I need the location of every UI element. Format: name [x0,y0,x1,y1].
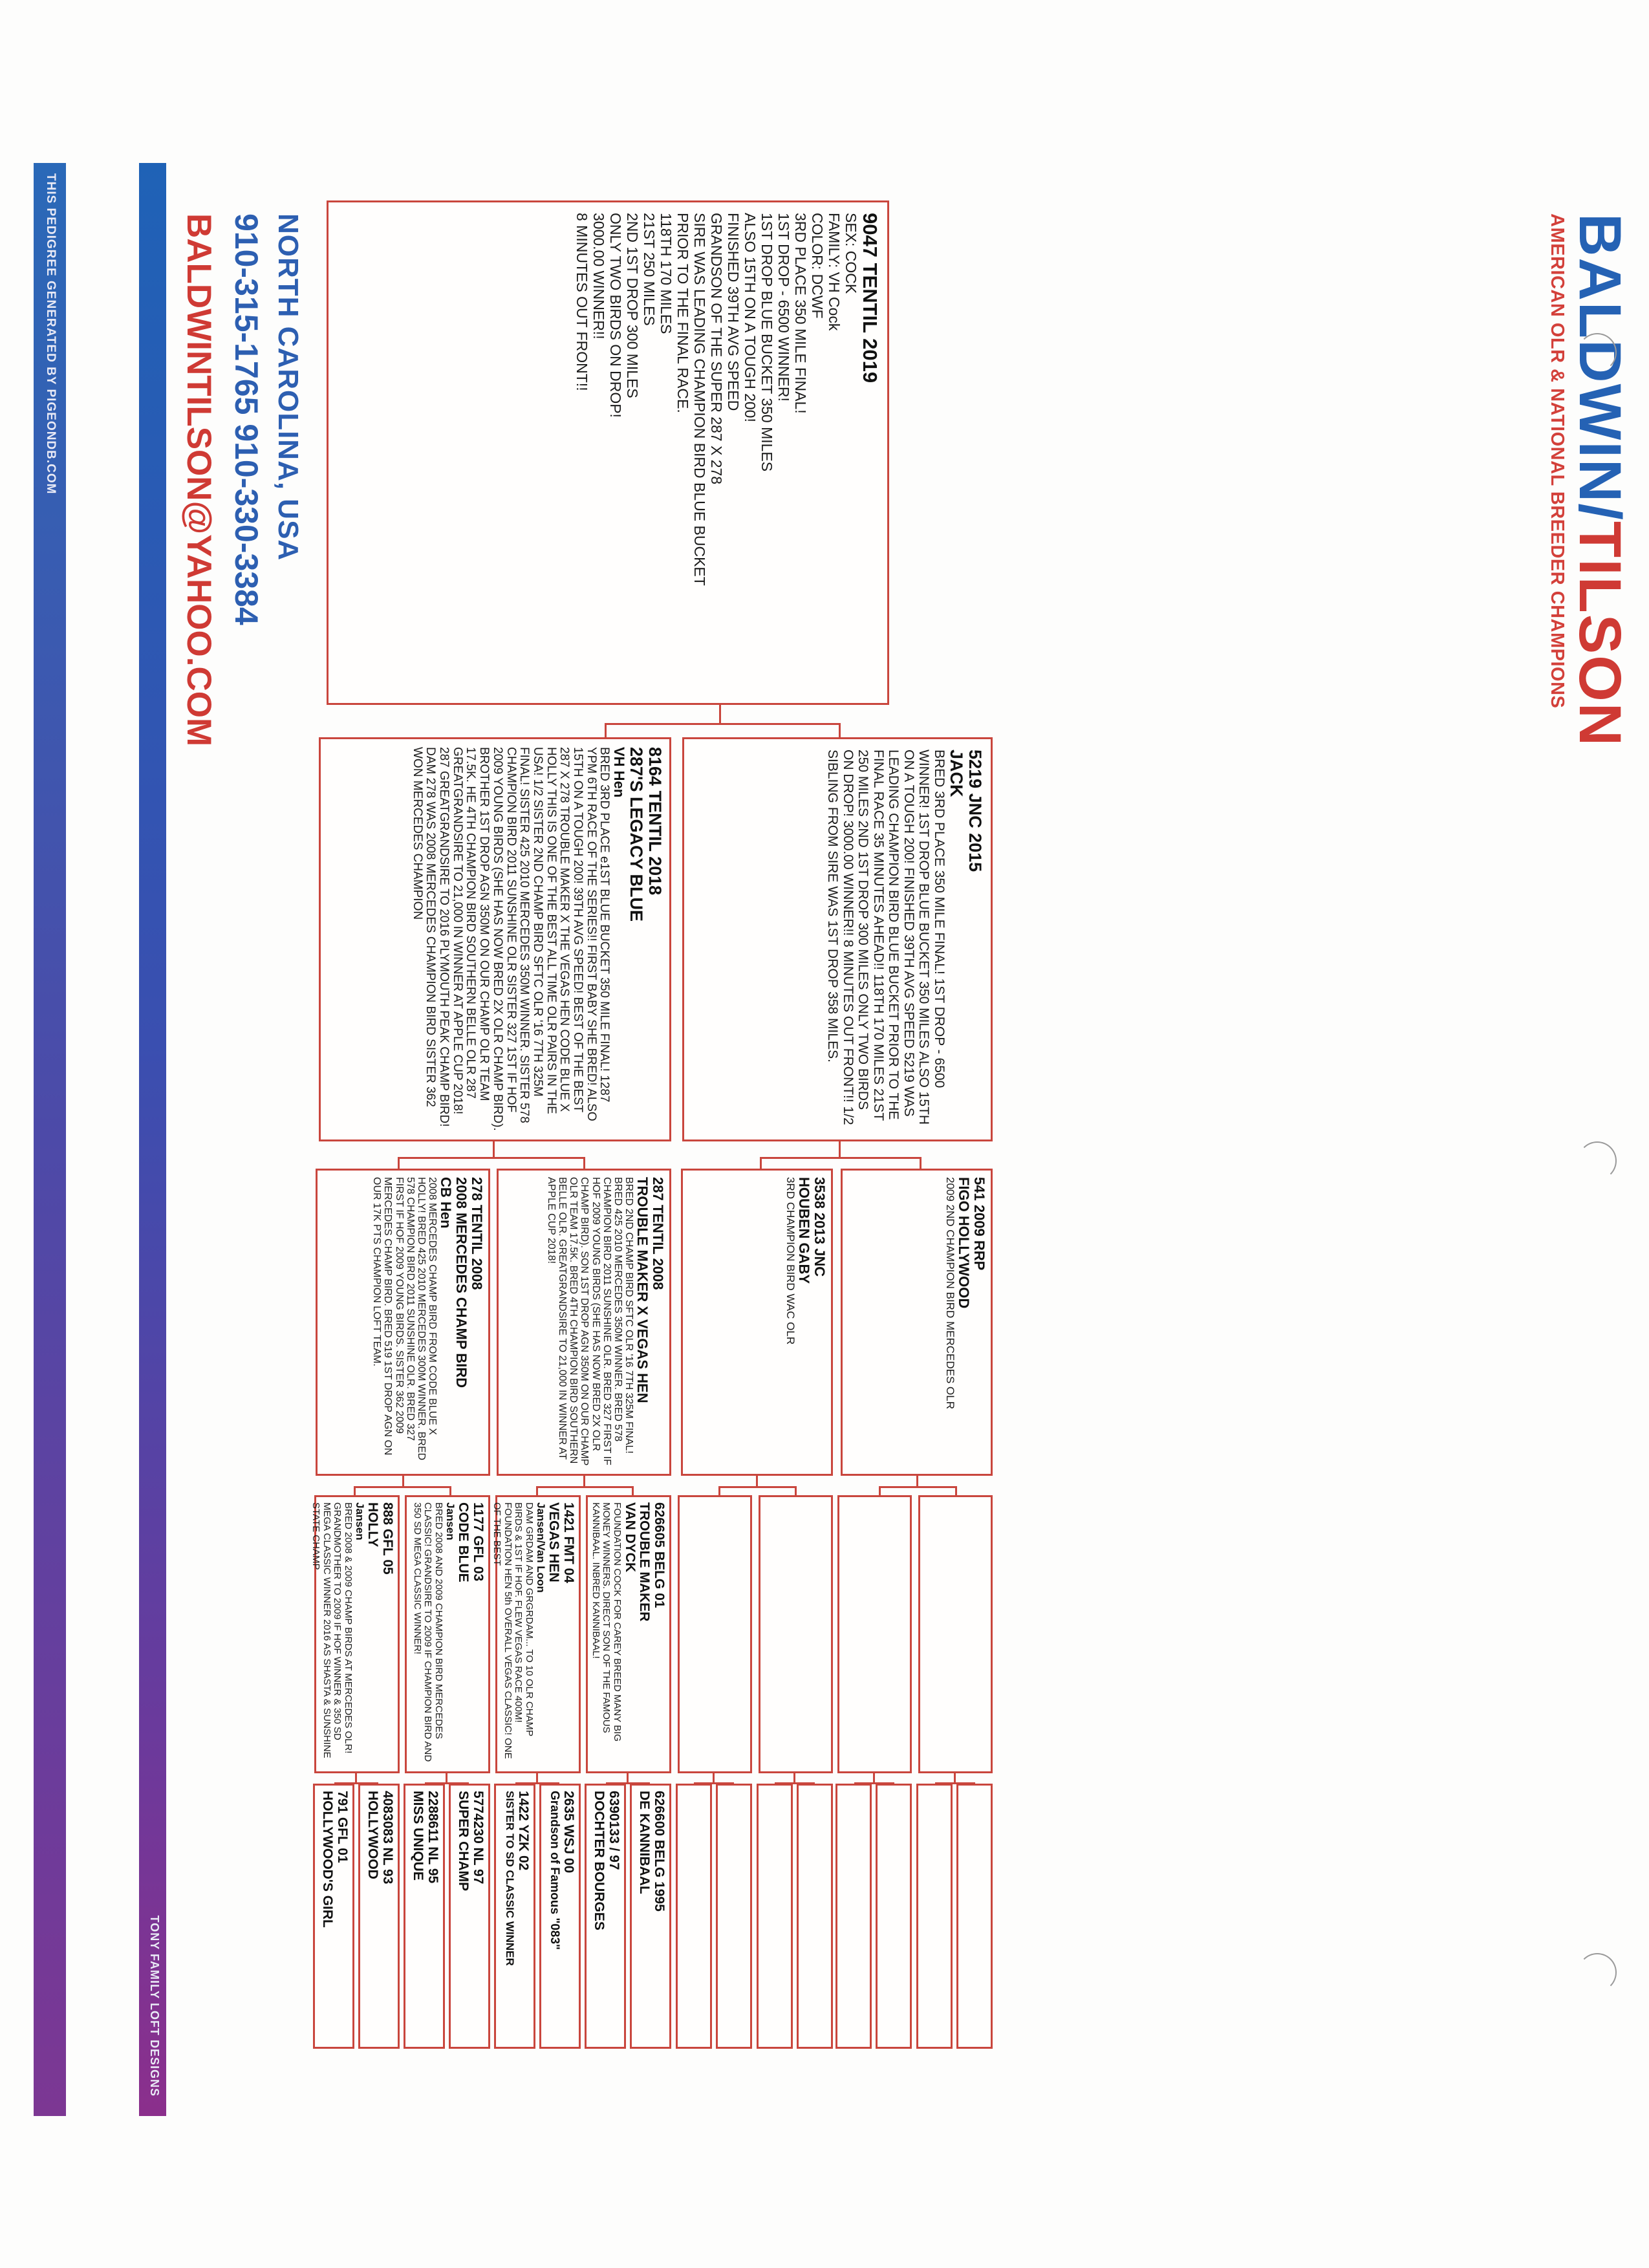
dam-name2: 287'S LEGACY BLUE [626,747,646,922]
gen3-notes: BRED 2ND CHAMP BIRD SFTC OLR '16 7TH 325M FINAL! BRED 425 2010 MERCEDES 350M WINNER. BRED 578 CHAMPION BIRD 2011 SUNSHINE OLR. BRED 327 FIRST IF HOF 2009 YOUNG BIRDS (SHE HAS NOW BRED 2X OLR CHAMP BIRD). SON 1ST DROP AGN 350M ON OUR CHAMP OLR TEAM 17.5K. BRED 4TH CHAMPION BIRD SOUTHERN BELLE OLR. GREATGRANDSIRE TO 21,000 IN WINNER AT APPLE CUP 2018! [545,1177,635,1466]
subject-line: 21ST 250 MILES [640,213,658,326]
gen5-box [797,1784,833,2049]
brand-subtitle: AMERICAN OLR & NATIONAL BREEDER CHAMPIONS [1547,213,1568,709]
connector [398,1157,400,1169]
gen5-box [956,1784,993,2049]
gen3-box [497,1169,671,1476]
gen4-box [491,1495,581,1773]
gen4-notes: FOUNDATION COCK FOR CAREY BREED MANY BIG MONEY WINNERS. DIRECT SON OF THE FAMOUS KANNIBAAL. INBRED KANNIBAAL! [590,1502,623,1742]
connector [536,1486,538,1495]
connector [839,1141,841,1158]
connector [605,723,841,725]
dam-notes: BRED 3RD PLACE e1ST BLUE BUCKET 350 MILE FINAL! 1287 YPM 6TH RACE OF THE SERIES!! FIRST BABY SHE BRED! ALSO 15TH ON A TOUGH 200! 39TH AVG SPEED! BEST OF THE BEST 287 X 278 TROUBLE MAKER X THE VEGAS HEN CODE BLUE X HOLLY THIS IS ONE OF THE BEST ALL TIME OLR PAIRS IN THE USA! 1/2 SISTER 2ND CHAMP BIRD SFTC OLR '16 7TH 325M FINAL! SISTER 425 2010 MERCEDES 350M WINNER. SISTER 578 CHAMPION BIRD 2011 SUNSHINE OLR SISTER 327 1ST IF HOF 2009 YOUNG BIRDS (SHE HAS NOW BRED 2X OLR CHAMP BIRD). BROTHER 1ST DROP AGN 350M ON OUR CHAMP OLR TEAM 17.5K. HE 4TH CHAMPION BIRD SOUTHERN BELLE OLR 287 GREATGRANDSIRE TO 21,000 IN WINNER AT APPLE CUP 2018! 287 GREATGRANDSIRE TO 2016 PLYMOUTH PEAK CHAMP BIRD! DAM 278 WAS 2008 MERCEDES CHAMPION BIRD SISTER 362 WON MERCEDES CHAMPION [410,747,612,1131]
gen5-box [835,1784,872,2049]
connector [879,1486,881,1495]
subject-line: 3RD PLACE 350 MILE FINAL! [792,213,809,414]
gen4-name2: VEGAS HEN [546,1502,562,1582]
connector [537,1486,634,1488]
subject-line: 8 MINUTES OUT FRONT!! [573,213,590,391]
gen5-name2: MISS UNIQUE [411,1791,426,1881]
gen4-sex: Jansen/Van Loon [534,1502,547,1593]
gen4-name2: HOLLY [365,1502,381,1548]
subject-line: ONLY TWO BIRDS ON DROP! [607,213,624,418]
gen5-box [539,1784,581,2049]
connector [920,1157,921,1169]
subject-name: 9047 TENTIL 2019 [859,213,881,383]
contact-state: NORTH CAROLINA, USA [272,213,304,561]
connector [719,1486,797,1488]
connector [398,1157,585,1159]
gen5-box [630,1784,671,2049]
dam-box [319,737,671,1141]
gen4-box [837,1495,912,1773]
gen4-sex: Jansen [444,1502,457,1540]
gen5-box [876,1784,912,2049]
brand-title-part1: BALDWIN/ [1567,213,1633,521]
gen4-notes: DAM GRDAM AND GRGRDAM... TO 10 OLR CHAMP BIRDS & 1ST IF HOF. FLEW VEGAS RACE 400M! FOUNDATION HEN 5th OVERALL VEGAS CLASSIC! ONE OF THE BEST [491,1502,535,1759]
gen3-notes: 2008 MERCEDES CHAMP BIRD FROM CODE BLUE X HOLLY! BRED 425 2010 MERCEDES 300M WINNER. BRED 578 CHAMPION BIRD 2011 SUNSHINE OLR. BRED 327 FIRST IF HOF 2009 YOUNG BIRDS. SISTER 362 2009 MERCEDES CHAMP BIRD. BRED 519 1ST DROP AGN ON OUR 17K PTS CHAMPION LOFT TEAM. [371,1177,438,1461]
gen5-box [757,1784,793,2049]
gen5-name: 2635 WSJ 00 [561,1791,576,1874]
gen4-box [918,1495,993,1773]
connector [719,705,721,724]
gen3-name2: FIGO HOLLYWOOD [956,1177,973,1309]
gen4-name3: VAN DYCK [622,1502,638,1573]
subject-line: 2ND 1ST DROP 300 MILES [623,213,641,398]
gen4-box [310,1495,400,1773]
gen5-name: 1422 YZK 02 [516,1791,531,1871]
connector [795,1486,797,1495]
brand-header [1546,213,1633,748]
contact-phones: 910-315-1765 910-330-3384 [228,213,264,625]
subject-line: ALSO 15TH ON A TOUGH 200! [741,213,759,422]
gen3-name: 287 TENTIL 2008 [650,1177,666,1290]
gen5-name2: HOLLYWOOD'S GIRL [320,1791,336,1928]
connector [605,723,607,737]
gen5-box [404,1784,445,2049]
contact-email: BALDWINTILSON@YAHOO.COM [180,213,218,747]
gen3-box [316,1169,490,1476]
gen4-notes: BRED 2008 AND 2009 CHAMPION BIRD MERCEDES CLASSIC! GRANDSIRE TO 2009 IF CHAMPION BIRD AND 350 SD MEGA CLASSIC WINNER! [411,1502,444,1762]
gen3-box [841,1169,993,1476]
connector [632,1486,634,1495]
gen4-name: 626605 BELG 01 [652,1502,667,1608]
bottom-color-band [34,163,66,2116]
subject-line: SEX: COCK [842,213,859,294]
gen4-name: 888 GFL 05 [380,1502,395,1575]
gen3-notes: 3RD CHAMPION BIRD WAC OLR [784,1177,797,1345]
connector [583,1157,585,1169]
gen5-box [585,1784,626,2049]
connector [354,1486,451,1488]
gen5-box [358,1784,400,2049]
gen5-box [449,1784,490,2049]
brand-title-part2: TILSON [1567,521,1633,748]
connector [493,1141,495,1158]
top-color-band [139,163,166,2116]
gen4-box [405,1495,490,1773]
designer-credit: TONY FAMILY LOFT DESIGNS [148,1915,161,2097]
subject-box [327,200,889,705]
gen3-notes: 2009 2ND CHAMPION BIRD MERCEDES OLR [944,1177,957,1409]
gen4-box [759,1495,833,1773]
subject-line: COLOR: DCWF [808,213,826,319]
gen5-name: 4083083 NL 93 [380,1791,395,1885]
connector [839,723,841,737]
gen3-name: 541 2009 RRP [971,1177,987,1271]
gen5-box [313,1784,354,2049]
subject-line: 1ST DROP BLUE BUCKET 350 MILES [758,213,775,472]
gen5-name: 5774230 NL 97 [471,1791,486,1885]
gen3-name: 278 TENTIL 2008 [469,1177,485,1290]
gen5-name: 2288611 NL 95 [426,1791,440,1884]
gen3-sex: CB Hen [438,1177,455,1229]
connector [955,1486,957,1495]
sire-name2: JACK [946,750,966,797]
gen5-name2: SUPER CHAMP [456,1791,471,1892]
binder-hole [1578,1953,1617,1992]
connector [354,1486,356,1495]
binder-hole [1578,1141,1617,1180]
sire-name: 5219 JNC 2015 [965,750,985,872]
subject-line: 1ST DROP - 6500 WINNER! [775,213,792,402]
sire-box [682,737,993,1141]
sire-notes: BRED 3RD PLACE 350 MILE FINAL! 1ST DROP - 6500 WINNER! 1ST DROP BLUE BUCKET 350 MILES ALSO 15TH ON A TOUGH 200! FINISHED 39TH AVG SPEED 5219 WAS LEADING CHAMPION BIRD BLUE BUCKET PRIOR TO THE FINAL RACE 35 MINUTES AHEAD!! 118TH 170 MILES 21ST 250 MILES 2ND 1ST DROP 300 MILES ONLY TWO BIRDS ON DROP! 3000.00 WINNER!! 8 MINUTES OUT FRONT!! 1/2 SIBLING FROM SIRE WAS 1ST DROP 358 MILES. [825,750,947,1125]
dam-name: 8164 TENTIL 2018 [645,747,665,896]
gen3-name2: HOUBEN GABY [796,1177,813,1284]
subject-line: 118TH 170 MILES [657,213,674,334]
gen4-notes: BRED 2008 & 2009 CHAMP BIRDS AT MERCEDES OLR! GRANDMOTHER TO 2009 IF HOF WINNER & 350 SD MEGA CLASSIC WINNER 2016 AS SHASTA & SUNSHINE STATE CHAMP [310,1502,354,1758]
gen4-box [586,1495,671,1773]
gen5-name: 626600 BELG 1995 [652,1791,667,1912]
binder-hole [1578,333,1617,372]
gen5-name: 6390133 / 97 [607,1791,621,1870]
subject-line: GRANDSON OF THE SUPER 287 X 278 [707,213,725,485]
subject-line: 3000.00 WINNER!! [590,213,607,340]
gen3-box [681,1169,833,1476]
connector [879,1486,957,1488]
subject-line: SIRE WAS LEADING CHAMPION BIRD BLUE BUCKET [691,213,708,586]
subject-line: FAMILY: VH Cock [825,213,843,331]
gen4-sex: Jansen [353,1502,366,1540]
gen5-name2: DOCHTER BOURGES [592,1791,607,1930]
gen5-name2: DE KANNIBAAL [637,1791,652,1894]
subject-line: PRIOR TO THE FINAL RACE. [674,213,691,413]
contact-block [179,213,304,747]
gen5-box [716,1784,752,2049]
connector [760,1157,921,1159]
gen4-name2: CODE BLUE [456,1502,471,1582]
connector [760,1157,762,1169]
gen3-name: 3538 2013 JNC [812,1177,828,1277]
gen4-box [678,1495,752,1773]
gen5-name2: HOLLYWOOD [365,1791,381,1879]
gen5-box [494,1784,535,2049]
gen5-name: 791 GFL 01 [335,1791,350,1863]
gen3-name2: 2008 MERCEDES CHAMP BIRD [453,1177,470,1388]
dam-sex: VH Hen [610,747,627,798]
generated-credit: THIS PEDIGREE GENERATED BY PIGEONDB.COM [44,173,58,495]
gen4-name: 1421 FMT 04 [561,1502,576,1583]
brand-title [1567,213,1633,748]
gen5-box [676,1784,712,2049]
gen4-name: 1177 GFL 03 [471,1502,486,1582]
subject-line: FINISHED 39TH AVG SPEED [724,213,742,411]
gen5-name2: SISTER TO SD CLASSIC WINNER [504,1791,517,1966]
gen4-name2: TROUBLE MAKER [637,1502,652,1622]
connector [718,1486,720,1495]
connector [449,1486,451,1495]
gen5-box [916,1784,953,2049]
gen5-name2: Grandson of Famous "083" [548,1791,562,1950]
gen3-name2: TROUBLE MAKER X VEGAS HEN [634,1177,651,1403]
